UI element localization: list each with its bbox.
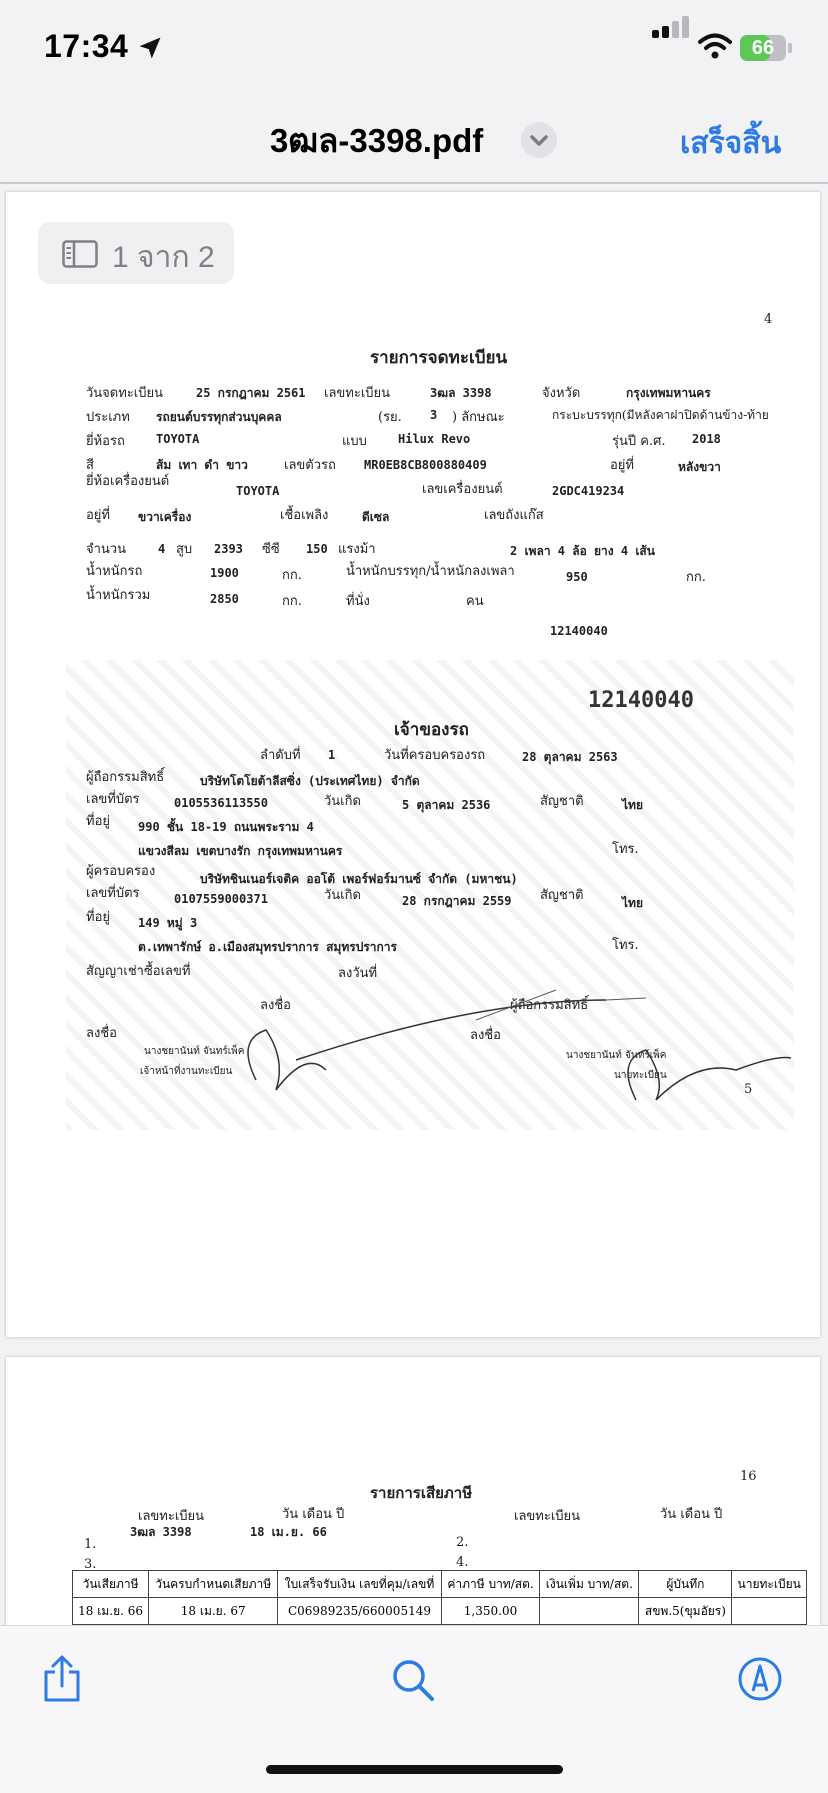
value: 950 [566,570,588,584]
label: เลขทะเบียน [138,1509,205,1524]
label: เลขตัวรถ [284,458,336,473]
label: วันจดทะเบียน [86,386,163,401]
column-header: นายทะเบียน [732,1571,807,1598]
value: Hilux Revo [398,432,471,446]
label: ประเภท [86,410,130,425]
label: อยู่ที่ [86,508,110,523]
item-number: 3. [84,1557,97,1572]
label: วัน เดือน ปี [660,1507,723,1522]
table-row [73,1598,807,1625]
doc-heading: รายการจดทะเบียน [370,348,508,368]
label: ผู้ถือกรรมสิทธิ์ [86,770,165,785]
label: เลขถังแก๊ส [484,508,544,523]
label: วันที่ครอบครองรถ [384,748,486,763]
label: น้ำหนักบรรทุก/น้ำหนักลงเพลา [346,564,515,579]
share-icon[interactable] [40,1654,84,1704]
label: จำนวน [86,542,126,557]
value: 1900 [210,566,239,580]
value: แขวงสีลม เขตบางรัก กรุงเทพมหานคร [138,844,343,858]
label: กก. [282,568,302,583]
value: 28 กรกฎาคม 2559 [402,894,512,908]
value: 149 หมู่ 3 [138,916,198,930]
battery-icon [740,35,786,61]
column-header: ค่าภาษี บาท/สต. [441,1571,539,1598]
registrar-title: นายทะเบียน [614,1070,667,1081]
value: บริษัทโตโยต้าลีสซิ่ง (ประเทศไทย) จำกัด [200,774,420,788]
page-number: 5 [744,1082,753,1097]
label: ที่นั่ง [346,594,370,609]
value: TOYOTA [236,484,280,498]
chevron-down-icon [521,122,557,158]
label: เลขทะเบียน [514,1509,581,1524]
value: 25 กรกฎาคม 2561 [196,386,306,400]
value: ดีเซล [362,510,390,524]
title-menu-button[interactable] [521,122,557,158]
label: เลขเครื่องยนต์ [422,482,503,497]
label: ลำดับที่ [260,748,301,763]
value: ขวาเครื่อง [138,510,192,524]
label: ที่อยู่ [86,814,110,829]
label: ยี่ห้อรถ [86,434,125,449]
value: ไทย [622,798,643,812]
tax-heading: รายการเสียภาษี [370,1484,473,1502]
value: 2 เพลา 4 ล้อ ยาง 4 เส้น [510,544,655,558]
value: กรุงเทพมหานคร [626,386,711,400]
label: ซีซี [262,542,280,557]
value: 3 [430,408,438,422]
document-title[interactable]: 3ฒล-3398.pdf [270,122,484,159]
value: 2850 [210,592,239,606]
value: 990 ชั้น 18-19 ถนนพระราม 4 [138,820,314,834]
label: เลขที่บัตร [86,886,140,901]
label: ลงชื่อ [260,998,291,1013]
search-icon[interactable] [391,1656,435,1706]
table-cell: 18 เม.ย. 67 [149,1598,278,1625]
value: 3ฒล 3398 [430,386,492,400]
table-cell [732,1598,807,1625]
value: ส้ม เทา ดำ ขาว [156,458,248,472]
sidebar-icon [62,240,98,268]
label: วันเกิด [324,888,361,903]
label: กก. [686,570,706,585]
column-header: ผู้บันทึก [639,1571,732,1598]
label: สูบ [176,542,193,557]
label: แบบ [342,434,367,449]
home-indicator[interactable] [266,1765,563,1774]
owner-heading: เจ้าของรถ [394,720,469,740]
column-header: เงินเพิ่ม บาท/สต. [540,1571,639,1598]
label: (รย. [378,410,402,425]
label: วันเกิด [324,794,361,809]
item-number: 4. [456,1555,469,1570]
label: สี [86,458,94,473]
table-cell: C06989235/660005149 [278,1598,442,1625]
label: กก. [282,594,302,609]
label: สัญญาเช่าซื้อเลขที่ [86,964,191,979]
label: ลงชื่อ [470,1028,501,1043]
label: คน [466,594,484,609]
label: น้ำหนักรถ [86,564,143,579]
page-indicator-label: 1 จาก 2 [112,241,215,274]
label: ลงวันที่ [338,966,378,981]
label: ลงชื่อ [86,1026,117,1041]
value: MR0EB8CB800880409 [364,458,487,472]
value: ต.เทพารักษ์ อ.เมืองสมุทรปราการ สมุทรปราการ [138,940,397,954]
serial-number-large: 12140040 [588,688,694,713]
handwritten-signature-icon [176,960,796,1110]
value: รถยนต์บรรทุกส่วนบุคคล [156,410,282,424]
value: 18 เม.ย. 66 [250,1525,327,1539]
serial-number: 12140040 [550,624,608,638]
officer-title: เจ้าหน้าที่งานทะเบียน [140,1066,233,1077]
label: รุ่นปี ค.ศ. [612,434,666,449]
value: 1 [328,748,336,762]
value: 5 ตุลาคม 2536 [402,798,491,812]
page-number: 16 [740,1469,757,1484]
pdf-page-2[interactable] [6,1357,820,1627]
label: ที่อยู่ [86,910,110,925]
wifi-icon [698,32,732,60]
value: 2GDC419234 [552,484,625,498]
markup-icon[interactable] [738,1654,782,1704]
label: อยู่ที่ [610,458,634,473]
registrar-name: นางชยานันท์ จันทร์เพ็ค [566,1050,667,1061]
value: บริษัทชินเนอร์เจติค ออโต้ เพอร์ฟอร์มานซ์ จำกัด (มหาชน) [200,872,518,886]
value: ไทย [622,896,643,910]
label: ผู้ครอบครอง [86,864,156,879]
value: กระบะบรรทุก(มีหลังคาฝาปิดด้านข้าง-ท้าย [552,408,769,422]
value: หลังขวา [678,460,721,474]
label: ) ลักษณะ [452,410,505,425]
location-arrow-icon [136,34,164,62]
officer-name: นางชยานันท์ จันทร์เพ็ค [144,1046,245,1057]
scanned-registration-document [66,312,794,1130]
value: 28 ตุลาคม 2563 [522,750,618,764]
label: สัญชาติ [540,794,584,809]
value: 2393 [214,542,243,556]
value: 3ฒล 3398 [130,1525,192,1539]
battery-percent: 66 [751,37,775,59]
nav-divider [0,182,828,184]
column-header: วันเสียภาษี [73,1571,149,1598]
done-button[interactable]: เสร็จสิ้น [680,127,782,160]
table-cell [540,1598,639,1625]
label: ผู้ถือกรรมสิทธิ์ [510,998,589,1013]
label: เลขทะเบียน [324,386,391,401]
value: 150 [306,542,328,556]
status-bar [0,0,828,90]
table-header-row [73,1571,807,1598]
label: เชื้อเพลิง [280,508,329,523]
page-number: 4 [764,312,773,327]
label: น้ำหนักรวม [86,588,151,603]
value: 0105536113550 [174,796,268,810]
value: 4 [158,542,166,556]
label: ยี่ห้อเครื่องยนต์ [86,474,170,489]
label: โทร. [612,842,639,857]
value: 2018 [692,432,721,446]
column-header: ใบเสร็จรับเงิน เลขที่คุม/เลขที่ [278,1571,442,1598]
status-time: 17:34 [44,28,129,64]
label: สัญชาติ [540,888,584,903]
label: จังหวัด [542,386,581,401]
tax-table [72,1570,807,1625]
label: เลขที่บัตร [86,792,140,807]
table-cell: สขพ.5(ขุมอัยร) [639,1598,732,1625]
table-cell: 1,350.00 [441,1598,539,1625]
label: โทร. [612,938,639,953]
column-header: วันครบกำหนดเสียภาษี [149,1571,278,1598]
value: TOYOTA [156,432,200,446]
item-number: 2. [456,1535,469,1550]
label: วัน เดือน ปี [282,1507,345,1522]
label: แรงม้า [338,542,376,557]
table-cell: 18 เม.ย. 66 [73,1598,149,1625]
item-number: 1. [84,1537,97,1552]
value: 0107559000371 [174,892,268,906]
